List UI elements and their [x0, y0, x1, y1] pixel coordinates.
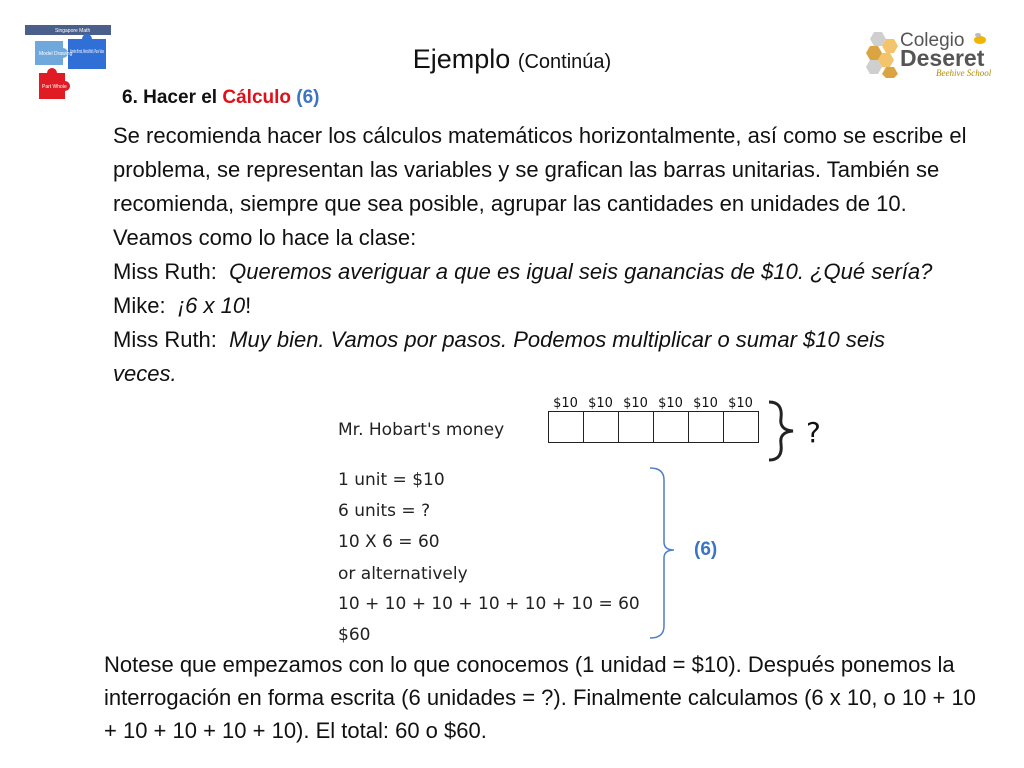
unit-bar: [548, 396, 759, 443]
unit-label: $10: [588, 396, 613, 411]
school-name-line2: Deseret: [900, 45, 985, 71]
work-line: $60: [338, 625, 371, 645]
dialogue-line: [113, 323, 913, 391]
work-line: 10 + 10 + 10 + 10 + 10 + 10 = 60: [338, 594, 640, 614]
step-heading: [122, 87, 320, 109]
work-line: 6 units = ?: [338, 501, 431, 521]
speaker: Mike:: [113, 293, 166, 318]
unit-label: $10: [658, 396, 683, 411]
speech: Queremos averiguar a que es igual seis ganancias de $10. ¿Qué sería?: [229, 259, 933, 284]
logo-piece-label: Part Whole: [42, 84, 67, 90]
unit-box: [584, 412, 619, 442]
model-label: Mr. Hobart's money: [338, 420, 505, 440]
logo-top-label: Singapore Math: [55, 28, 91, 34]
step-number: 6.: [122, 87, 138, 108]
speech-end: !: [245, 293, 252, 318]
step-tag: (6): [296, 87, 320, 108]
unit-label: $10: [728, 396, 753, 411]
title-subtitle: (Continúa): [517, 51, 612, 73]
school-tagline: Beehive School: [936, 68, 992, 78]
speech: Muy bien. Vamos por pasos. Podemos multiplicar o sumar $10 seis veces.: [113, 327, 885, 386]
right-curly-brace: [765, 398, 801, 464]
unknown-mark: ?: [806, 416, 821, 449]
unit-label: $10: [693, 396, 718, 411]
step-prefix: Hacer el: [143, 87, 218, 108]
blue-bracket: [650, 466, 694, 642]
speaker: Miss Ruth:: [113, 259, 217, 284]
work-line: or alternatively: [338, 564, 468, 584]
unit-box: [619, 412, 654, 442]
unit-box: [654, 412, 689, 442]
bee-icon: [974, 33, 986, 44]
unit-labels: [548, 396, 759, 411]
unit-box: [724, 412, 758, 442]
school-name-line1: Colegio: [900, 30, 965, 51]
bracket-tag: (6): [694, 539, 718, 560]
speaker: Miss Ruth:: [113, 327, 217, 352]
unit-box: [549, 412, 584, 442]
unit-label: $10: [553, 396, 578, 411]
work-line: 1 unit = $10: [338, 470, 445, 490]
colegio-deseret-logo: [862, 28, 1002, 78]
intro-paragraph: Se recomienda hacer los cálculos matemáticos horizontalmente, así como se escribe el problema, se representan las variables y se grafican las barras unitarias. También se recomienda, siempre que sea posible, agrupar las cantidades en unidades de 10. Veamos como lo hace la clase:: [113, 123, 967, 250]
title-text: Ejemplo: [412, 44, 511, 74]
logo-piece-label: Model Drawing: [39, 51, 73, 57]
step-highlight: Cálculo: [222, 87, 291, 108]
dialogue-line: [113, 255, 983, 289]
dialogue-line: [113, 289, 983, 323]
speech: ¡6 x 10: [177, 293, 246, 318]
work-line: 10 X 6 = 60: [338, 532, 440, 552]
logo-piece-label: Number Bonds, Mental Math, Place Value: [70, 49, 105, 55]
closing-note: Notese que empezamos con lo que conocemos (1 unidad = $10). Después ponemos la interrogación en forma escrita (6 unidades = ?). Finalmente calculamos (6 x 10, o 10 + 10 + 10 + 10 + 10 + 10). El total: 60 o $60.: [104, 652, 976, 743]
unit-box: [689, 412, 724, 442]
unit-label: $10: [623, 396, 648, 411]
explanation-block: [113, 119, 983, 391]
unit-boxes: [548, 411, 759, 443]
